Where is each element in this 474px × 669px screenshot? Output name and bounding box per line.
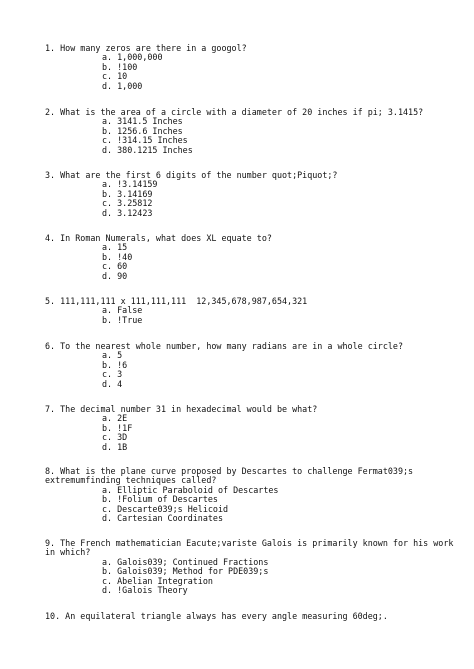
option-c: c. 3D	[102, 432, 128, 443]
option-b: b. !Folium of Descartes	[102, 494, 218, 505]
question-4	[45, 234, 455, 281]
option-a: a. 1,000,000	[102, 52, 163, 63]
options-list	[102, 351, 455, 389]
question-stem: 7. The decimal number 31 in hexadecimal would be what?	[45, 404, 318, 414]
question-stem: 8. What is the plane curve proposed by Descartes to challenge Fermat039;s extremumfinding techniques called?	[45, 466, 419, 486]
option-b: b. 3.14169	[102, 188, 153, 199]
option-c: c. 3	[102, 369, 123, 380]
question-stem: 4. In Roman Numerals, what does XL equate to?	[45, 233, 272, 243]
options-list	[102, 53, 455, 91]
option-a: a. Galois039; Continued Fractions	[102, 556, 269, 567]
question-5	[45, 297, 455, 325]
option-c: c. 3.25812	[102, 198, 153, 209]
question-stem: 9. The French mathematician Eacute;variste Galois is primarily known for his work in which?	[45, 538, 459, 558]
question-1	[45, 44, 455, 91]
options-list	[102, 243, 455, 281]
option-b: b. !1F	[102, 422, 133, 433]
options-list	[102, 117, 455, 155]
option-b: b. !40	[102, 251, 133, 262]
option-d: d. 90	[102, 270, 128, 281]
question-stem: 10. An equilateral triangle always has every angle measuring 60deg;.	[45, 611, 388, 621]
question-stem: 3. What are the first 6 digits of the number quot;Piquot;?	[45, 170, 338, 180]
option-d: d. 1,000	[102, 80, 143, 91]
options-list	[102, 414, 455, 452]
option-d: d. !Galois Theory	[102, 585, 188, 596]
option-b: b. Galois039; Method for PDE039;s	[102, 566, 269, 577]
question-stem: 2. What is the area of a circle with a diameter of 20 inches if pi; 3.1415?	[45, 107, 424, 117]
option-c: c. 60	[102, 261, 128, 272]
question-8	[45, 467, 455, 523]
option-a: a. 5	[102, 350, 123, 361]
option-c: c. 10	[102, 71, 128, 82]
options-list	[102, 306, 455, 325]
option-c: c. Descarte039;s Helicoid	[102, 503, 229, 514]
options-list	[102, 558, 455, 596]
question-9	[45, 538, 459, 596]
question-stem: 6. To the nearest whole number, how many radians are in a whole circle?	[45, 341, 403, 351]
question-3	[45, 171, 455, 218]
option-a: a. 2E	[102, 413, 128, 424]
option-d: d. 1B	[102, 441, 128, 452]
option-c: c. !314.15 Inches	[102, 135, 188, 146]
option-b: b. !100	[102, 61, 138, 72]
option-d: d. 380.1215 Inches	[102, 144, 193, 155]
option-d: d. 3.12423	[102, 207, 153, 218]
option-d: d. 4	[102, 378, 123, 389]
option-c: c. Abelian Integration	[102, 575, 213, 586]
option-a: a. !3.14159	[102, 179, 158, 190]
option-a: a. Elliptic Paraboloid of Descartes	[102, 484, 279, 495]
question-2	[45, 108, 455, 155]
options-list	[102, 180, 455, 218]
options-list	[102, 486, 455, 524]
option-d: d. Cartesian Coordinates	[102, 513, 224, 524]
option-b: b. 1256.6 Inches	[102, 125, 183, 136]
question-7	[45, 405, 455, 452]
question-stem: 5. 111,111,111 x 111,111,111 12,345,678,987,654,321	[45, 296, 308, 306]
question-6	[45, 342, 455, 389]
option-a: a. 3141.5 Inches	[102, 116, 183, 127]
option-b: b. !True	[102, 314, 143, 325]
option-a: a. 15	[102, 242, 128, 253]
question-stem: 1. How many zeros are there in a googol?	[45, 43, 247, 53]
question-10	[45, 612, 455, 621]
option-a: a. False	[102, 305, 143, 316]
option-b: b. !6	[102, 359, 128, 370]
